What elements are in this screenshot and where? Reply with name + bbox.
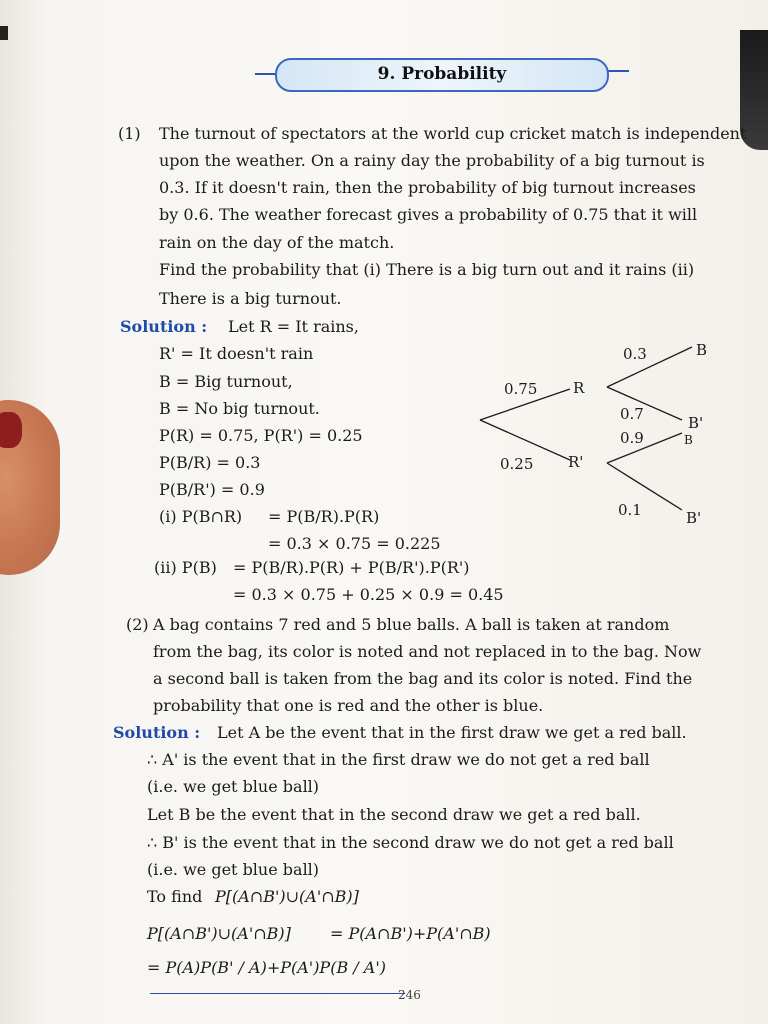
solution-2-line: (i.e. we get blue ball)	[147, 860, 320, 879]
part-ii-label: (ii) P(B)	[154, 558, 217, 577]
question-1-line: rain on the day of the match.	[159, 233, 395, 252]
chapter-header	[275, 58, 609, 92]
to-find-formula: P[(A∩B')∪(A'∩B)]	[215, 887, 359, 906]
solution-1-label: Solution :	[120, 317, 208, 336]
question-1-number: (1)	[118, 124, 141, 143]
question-1-line: The turnout of spectators at the world cup cricket match is independent	[159, 124, 747, 143]
part-i-result: = 0.3 × 0.75 = 0.225	[268, 534, 441, 553]
solution-1-line: B = Big turnout,	[159, 372, 293, 391]
question-2-line: from the bag, its color is noted and not replaced in to the bag. Now	[153, 642, 702, 661]
formula-lhs: P[(A∩B')∪(A'∩B)]	[147, 924, 291, 943]
solution-1-let: Let R = It rains,	[228, 317, 359, 336]
tree-node-r: R	[573, 379, 585, 397]
tree-prob-rc: 0.25	[500, 455, 534, 473]
tree-branch-rc	[480, 420, 570, 460]
tree-prob-bc-given-r: 0.7	[620, 405, 644, 423]
tree-node-b-2: B	[684, 433, 693, 447]
tree-node-bc-2: B'	[686, 509, 702, 527]
question-1-line: Find the probability that (i) There is a big turn out and it rains (ii)	[159, 260, 695, 279]
footer-rule	[150, 993, 405, 994]
tree-prob-r: 0.75	[504, 380, 538, 398]
page-number: 246	[398, 988, 421, 1002]
solution-2-label: Solution :	[113, 723, 201, 742]
solution-1-line: P(B/R') = 0.9	[159, 480, 265, 499]
solution-1-line: R' = It doesn't rain	[159, 344, 314, 363]
page-edge-shadow	[0, 26, 8, 40]
tree-node-rc: R'	[568, 453, 584, 471]
tree-node-bc-1: B'	[688, 414, 704, 432]
tree-branch-r-bc	[607, 387, 682, 420]
part-i-equation: = P(B/R).P(R)	[268, 507, 380, 526]
tree-branch-rc-b	[607, 433, 682, 463]
solution-2-line: ∴ A' is the event that in the first draw we do not get a red ball	[147, 750, 650, 769]
part-ii-result: = 0.3 × 0.75 + 0.25 × 0.9 = 0.45	[233, 585, 504, 604]
solution-1-line: P(R) = 0.75, P(R') = 0.25	[159, 426, 363, 445]
tree-node-b-1: B	[696, 341, 708, 359]
tree-prob-b-given-r: 0.3	[623, 345, 647, 363]
solution-2-line: ∴ B' is the event that in the second draw we do not get a red ball	[147, 833, 674, 852]
probability-tree-diagram	[470, 335, 730, 530]
solution-2-line: Let A be the event that in the first draw we get a red ball.	[217, 723, 687, 742]
question-1-line: 0.3. If it doesn't rain, then the probability of big turnout increases	[159, 178, 696, 197]
solution-2-line: Let B be the event that in the second draw we get a red ball.	[147, 805, 641, 824]
question-1-line: by 0.6. The weather forecast gives a probability of 0.75 that it will	[159, 205, 698, 224]
header-rule-left	[255, 73, 275, 75]
question-1-line: There is a big turnout.	[159, 289, 342, 308]
part-i-label: (i) P(B∩R)	[159, 507, 243, 526]
question-2-line: probability that one is red and the other is blue.	[153, 696, 544, 715]
thumbnail-artifact	[0, 412, 22, 448]
tree-prob-b-given-rc: 0.9	[620, 429, 644, 447]
solution-1-line: P(B/R) = 0.3	[159, 453, 261, 472]
formula-expansion: = P(A)P(B' / A)+P(A')P(B / A')	[147, 958, 386, 977]
solution-2-line: (i.e. we get blue ball)	[147, 777, 320, 796]
formula-rhs: = P(A∩B')+P(A'∩B)	[330, 924, 491, 943]
solution-1-line: B = No big turnout.	[159, 399, 320, 418]
question-2-line: a second ball is taken from the bag and its color is noted. Find the	[153, 669, 693, 688]
tree-branch-r-b	[607, 347, 692, 387]
question-2-number: (2)	[126, 615, 149, 634]
question-2-line: A bag contains 7 red and 5 blue balls. A ball is taken at random	[153, 615, 670, 634]
part-ii-equation: = P(B/R).P(R) + P(B/R').P(R')	[233, 558, 470, 577]
to-find-label: To find	[147, 887, 203, 906]
question-1-line: upon the weather. On a rainy day the probability of a big turnout is	[159, 151, 705, 170]
tree-prob-bc-given-rc: 0.1	[618, 501, 642, 519]
chapter-title: 9. Probability	[377, 64, 507, 84]
